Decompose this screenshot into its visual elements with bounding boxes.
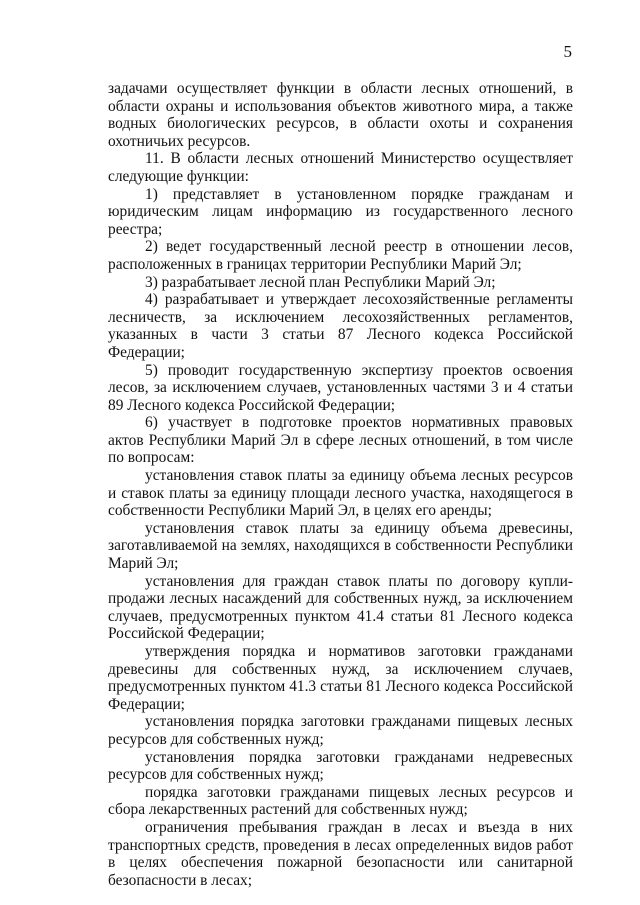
paragraph: установления ставок платы за единицу объема лесных ресурсов и ставок платы за единицу площади лесного участка, находящегося в собственности Республики Марий Эл, в целях его аренды; bbox=[108, 467, 573, 520]
document-body bbox=[108, 80, 573, 889]
paragraph: 11. В области лесных отношений Министерство осуществляет следующие функции: bbox=[108, 150, 573, 185]
paragraph: ограничения пребывания граждан в лесах и въезда в них транспортных средств, проведения в лесах определенных видов работ в целях обеспечения пожарной безопасности или санитарной безопасности в лесах; bbox=[108, 818, 573, 889]
paragraph: порядка заготовки гражданами пищевых лесных ресурсов и сбора лекарственных растений для собственных нужд; bbox=[108, 783, 573, 819]
paragraph: установления порядка заготовки гражданами пищевых лесных ресурсов для собственных нужд; bbox=[108, 713, 573, 748]
paragraph: 4) разрабатывает и утверждает лесохозяйственные регламенты лесничеств, за исключением лесохозяйственных регламентов, указанных в части 3 статьи 87 Лесного кодекса Российской Федерации; bbox=[108, 291, 573, 361]
paragraph: 2) ведет государственный лесной реестр в отношении лесов, расположенных в границах территории Республики Марий Эл; bbox=[108, 238, 573, 273]
paragraph: 6) участвует в подготовке проектов нормативных правовых актов Республики Марий Эл в сфере лесных отношений, в том числе по вопросам: bbox=[108, 414, 573, 467]
paragraph: установления ставок платы за единицу объема древесины, заготавливаемой на землях, находящихся в собственности Республики Марий Эл; bbox=[108, 519, 573, 573]
paragraph: 5) проводит государственную экспертизу проектов освоения лесов, за исключением случаев, установленных частями 3 и 4 статьи 89 Лесного кодекса Российской Федерации; bbox=[108, 361, 573, 414]
paragraph: задачами осуществляет функции в области лесных отношений, в области охраны и использования объектов животного мира, а также водных биологических ресурсов, в области охоты и сохранения охотничьих ресурсов. bbox=[108, 80, 573, 150]
paragraph: утверждения порядка и нормативов заготовки гражданами древесины для собственных нужд, за исключением случаев, предусмотренных пунктом 41.3 статьи 81 Лесного кодекса Российской Федерации; bbox=[108, 643, 573, 713]
page-number: 5 bbox=[563, 42, 572, 61]
paragraph: 3) разрабатывает лесной план Республики Марий Эл; bbox=[145, 273, 496, 291]
paragraph: установления порядка заготовки гражданами недревесных ресурсов для собственных нужд; bbox=[108, 748, 573, 784]
paragraph: 1) представляет в установленном порядке гражданам и юридическим лицам информацию из государственного лесного реестра; bbox=[108, 185, 573, 238]
paragraph: установления для граждан ставок платы по договору купли-продажи лесных насаждений для собственных нужд, за исключением случаев, предусмотренных пунктом 41.4 статьи 81 Лесного кодекса Российской Федерации; bbox=[108, 572, 573, 643]
